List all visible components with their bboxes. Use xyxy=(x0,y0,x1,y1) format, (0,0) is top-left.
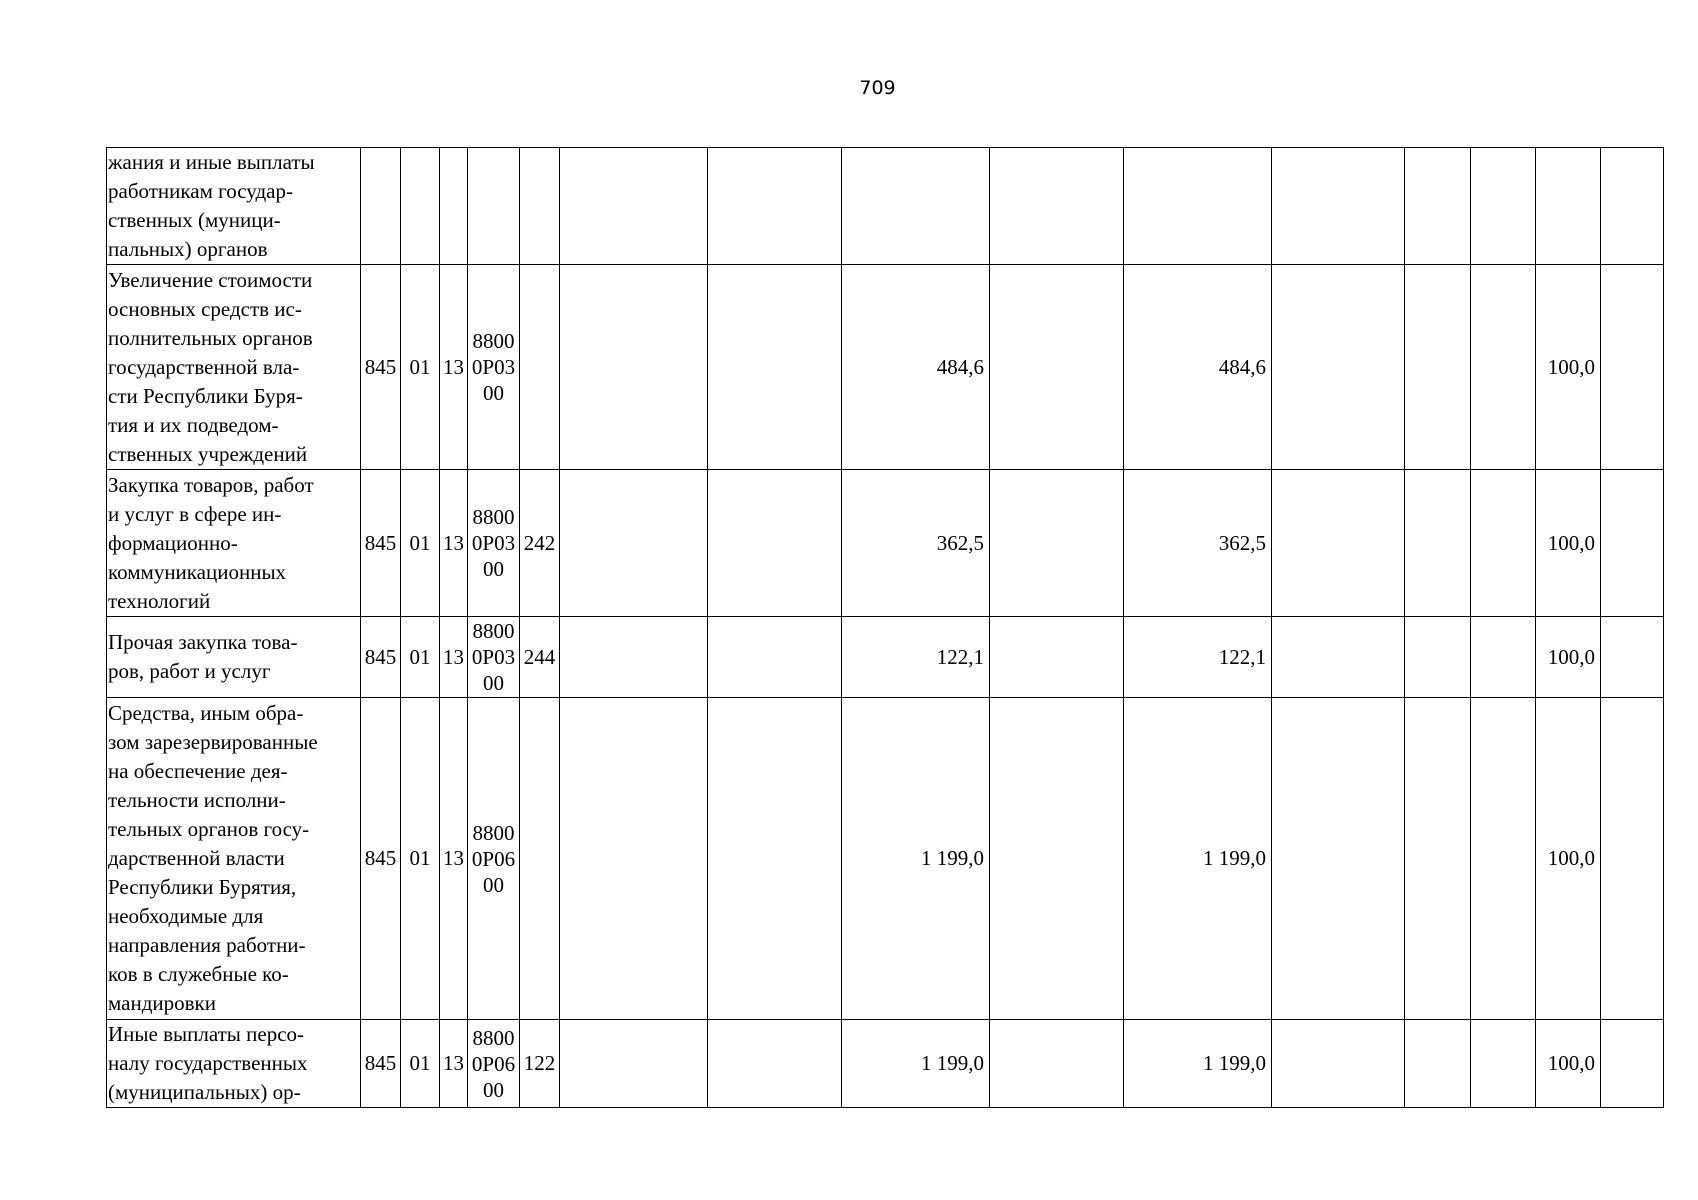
table-row xyxy=(107,148,1664,265)
admin-code: 845 xyxy=(361,617,401,698)
subsection-code xyxy=(440,148,468,265)
table-body xyxy=(107,148,1664,1108)
target-article-code: 8800 0P06 00 xyxy=(468,1020,520,1108)
cell-col-14 xyxy=(1471,1020,1536,1108)
section-code: 01 xyxy=(401,617,440,698)
target-article-code xyxy=(468,148,520,265)
cell-col-12 xyxy=(1272,148,1405,265)
expense-type-code xyxy=(520,265,560,470)
table-row xyxy=(107,617,1664,698)
subsection-code: 13 xyxy=(440,617,468,698)
admin-code xyxy=(361,148,401,265)
cell-col-14 xyxy=(1471,265,1536,470)
cell-col-10 xyxy=(990,617,1124,698)
table-row xyxy=(107,265,1664,470)
cell-col-14 xyxy=(1471,698,1536,1020)
cell-col-13 xyxy=(1405,617,1471,698)
cell-col-10 xyxy=(990,265,1124,470)
cell-col-7 xyxy=(560,617,708,698)
admin-code: 845 xyxy=(361,1020,401,1108)
cell-col-14 xyxy=(1471,617,1536,698)
plan-amount: 1 199,0 xyxy=(842,698,990,1020)
subsection-code: 13 xyxy=(440,470,468,617)
execution-percent: 100,0 xyxy=(1536,698,1601,1020)
fact-amount: 1 199,0 xyxy=(1124,698,1272,1020)
subsection-code: 13 xyxy=(440,265,468,470)
row-name: Средства, иным обра- зом зарезервированные на обеспечение дея- тельности исполни- тельных органов госу- дарственной власти Республики Бурятия, необходимые для направления работни- ков в служебные ко- мандировки xyxy=(107,698,361,1020)
table-row xyxy=(107,698,1664,1020)
expense-type-code: 122 xyxy=(520,1020,560,1108)
admin-code: 845 xyxy=(361,470,401,617)
expense-type-code xyxy=(520,148,560,265)
cell-col-13 xyxy=(1405,1020,1471,1108)
target-article-code: 8800 0P06 00 xyxy=(468,698,520,1020)
expense-type-code: 242 xyxy=(520,470,560,617)
admin-code: 845 xyxy=(361,265,401,470)
table-row xyxy=(107,470,1664,617)
section-code: 01 xyxy=(401,698,440,1020)
row-name: Закупка товаров, работ и услуг в сфере ин- формационно- коммуникационных технологий xyxy=(107,470,361,617)
expense-type-code xyxy=(520,698,560,1020)
cell-col-16 xyxy=(1601,698,1664,1020)
cell-col-14 xyxy=(1471,148,1536,265)
cell-col-13 xyxy=(1405,470,1471,617)
cell-col-14 xyxy=(1471,470,1536,617)
fact-amount: 1 199,0 xyxy=(1124,1020,1272,1108)
cell-col-8 xyxy=(708,265,842,470)
cell-col-10 xyxy=(990,1020,1124,1108)
target-article-code: 8800 0P03 00 xyxy=(468,470,520,617)
cell-col-12 xyxy=(1272,1020,1405,1108)
table-row xyxy=(107,1020,1664,1108)
cell-col-13 xyxy=(1405,265,1471,470)
cell-col-12 xyxy=(1272,265,1405,470)
row-name: Прочая закупка това- ров, работ и услуг xyxy=(107,617,361,698)
cell-col-16 xyxy=(1601,1020,1664,1108)
target-article-code: 8800 0P03 00 xyxy=(468,265,520,470)
cell-col-12 xyxy=(1272,698,1405,1020)
cell-col-16 xyxy=(1601,265,1664,470)
cell-col-10 xyxy=(990,470,1124,617)
cell-col-12 xyxy=(1272,617,1405,698)
execution-percent: 100,0 xyxy=(1536,265,1601,470)
cell-col-10 xyxy=(990,148,1124,265)
row-name: жания и иные выплаты работникам государ- ственных (муници- пальных) органов xyxy=(107,148,361,265)
cell-col-7 xyxy=(560,1020,708,1108)
cell-col-8 xyxy=(708,698,842,1020)
execution-percent: 100,0 xyxy=(1536,1020,1601,1108)
cell-col-16 xyxy=(1601,148,1664,265)
execution-percent xyxy=(1536,148,1601,265)
cell-col-10 xyxy=(990,698,1124,1020)
cell-col-7 xyxy=(560,265,708,470)
cell-col-16 xyxy=(1601,470,1664,617)
cell-col-16 xyxy=(1601,617,1664,698)
fact-amount: 484,6 xyxy=(1124,265,1272,470)
execution-percent: 100,0 xyxy=(1536,617,1601,698)
cell-col-7 xyxy=(560,148,708,265)
cell-col-7 xyxy=(560,470,708,617)
plan-amount: 484,6 xyxy=(842,265,990,470)
plan-amount xyxy=(842,148,990,265)
section-code: 01 xyxy=(401,265,440,470)
fact-amount: 122,1 xyxy=(1124,617,1272,698)
row-name: Увеличение стоимости основных средств ис- полнительных органов государственной вла- сти Республики Буря- тия и их подведом- ственных учреждений xyxy=(107,265,361,470)
execution-percent: 100,0 xyxy=(1536,470,1601,617)
cell-col-8 xyxy=(708,617,842,698)
section-code: 01 xyxy=(401,1020,440,1108)
expense-type-code: 244 xyxy=(520,617,560,698)
row-name: Иные выплаты персо- налу государственных (муниципальных) ор- xyxy=(107,1020,361,1108)
subsection-code: 13 xyxy=(440,1020,468,1108)
cell-col-8 xyxy=(708,1020,842,1108)
cell-col-8 xyxy=(708,470,842,617)
page-number: 709 xyxy=(859,77,896,99)
fact-amount: 362,5 xyxy=(1124,470,1272,617)
cell-col-8 xyxy=(708,148,842,265)
fact-amount xyxy=(1124,148,1272,265)
section-code xyxy=(401,148,440,265)
cell-col-7 xyxy=(560,698,708,1020)
budget-table xyxy=(106,147,1664,1108)
subsection-code: 13 xyxy=(440,698,468,1020)
cell-col-13 xyxy=(1405,148,1471,265)
admin-code: 845 xyxy=(361,698,401,1020)
cell-col-12 xyxy=(1272,470,1405,617)
cell-col-13 xyxy=(1405,698,1471,1020)
plan-amount: 1 199,0 xyxy=(842,1020,990,1108)
target-article-code: 8800 0P03 00 xyxy=(468,617,520,698)
plan-amount: 362,5 xyxy=(842,470,990,617)
plan-amount: 122,1 xyxy=(842,617,990,698)
section-code: 01 xyxy=(401,470,440,617)
